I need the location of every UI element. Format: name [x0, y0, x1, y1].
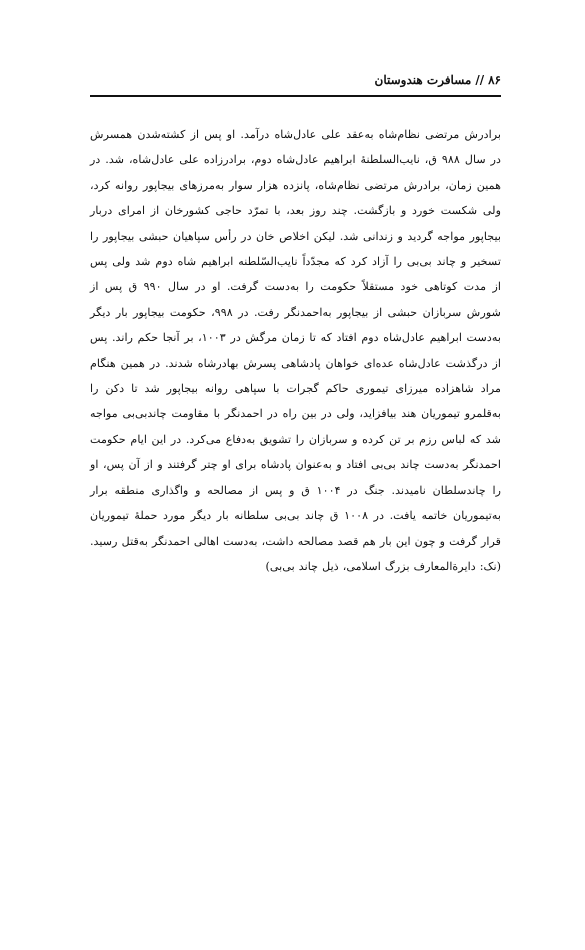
book-title: مسافرت هندوستان [374, 73, 472, 87]
running-header [90, 67, 501, 93]
page-number: ۸۶ [488, 73, 501, 87]
header-separator: // [475, 73, 485, 87]
header-rule [90, 95, 501, 97]
body-paragraph: برادرش مرتضی نظام‌شاه به‌عقد علی عادل‌شاه درآمد. او پس از کشته‌شدن همسرش در سال ۹۸۸ ق، نایب‌السلطنهٔ ابراهیم عادل‌شاه دوم، برادرزاده علی عادل‌شاه، شد. در همین زمان، برادرش مرتضی نظام‌شاه، پانزده هزار سوار به‌مرزهای بیجاپور روانه کرد، ولی شکست خورد و بازگشت. چند روز بعد، با تمرّد حاجی کشورخان از امرای دربار بیجاپور مواجه گردید و زندانی شد. لیکن اخلاص خان در رأس سپاهیان حبشی بیجاپور را تسخیر و چاند بی‌بی را آزاد کرد که مجدّداً نایب‌السّلطنه ابراهیم شاه دوم شد ولی پس از مدت کوتاهی خود مستقلاً حکومت را به‌دست گرفت. او در سال ۹۹۰ ق پس از شورش سربازان حبشی از بیجاپور به‌احمدنگر رفت. در ۹۹۸، حکومت بیجاپور بار دیگر به‌دست ابراهیم عادل‌شاه دوم افتاد که تا زمان مرگش در ۱۰۰۳، بر آنجا حکم راند. پس از درگذشت عادل‌شاه عده‌ای خواهان پادشاهی پسرش بهادرشاه شدند. در همین هنگام مراد شاهزاده میرزای تیموری حاکم گجرات با سپاهی روانه بیجاپور شد تا دکن را به‌قلمرو تیموریان هند بیافزاید، ولی در بین راه در احمدنگر با مقاومت چاندبی‌بی مواجه شد که لباس رزم بر تن کرده و سربازان را تشویق به‌دفاع می‌کرد. در این ایام حکومت احمدنگر به‌دست چاند بی‌بی افتاد و به‌عنوان پادشاه برای او چتر گرفتند و از آن پس، او را چاندسلطان نامیدند. جنگ در ۱۰۰۴ ق و پس از مصالحه و واگذاری منطقه برار به‌تیموریان خاتمه یافت. در ۱۰۰۸ ق چاند بی‌بی سلطانه بار دیگر مورد حملهٔ تیموریان قرار گرفت و چون این بار هم قصد مصالحه داشت، به‌دست اهالی احمدنگر به‌قتل رسید. (نک: دایرةالمعارف بزرگ اسلامی، ذیل چاند بی‌بی) [89, 128, 502, 573]
